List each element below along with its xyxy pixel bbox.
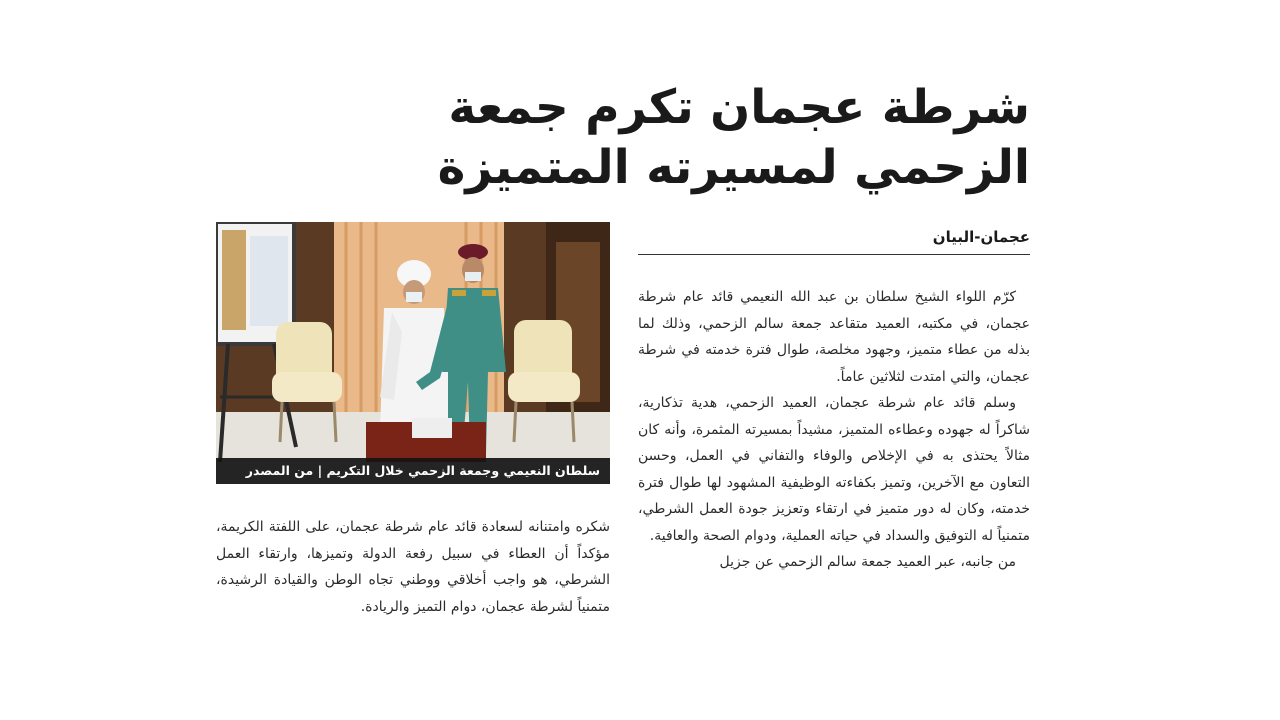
article-headline: شرطة عجمان تكرم جمعة الزحمي لمسيرته المتميزة — [437, 80, 1030, 195]
article-photo — [216, 222, 610, 484]
paragraph: كرّم اللواء الشيخ سلطان بن عبد الله النعيمي قائد عام شرطة عجمان، في مكتبه، العميد متقاعد جمعة سالم الزحمي، وذلك لما بذله من عطاء متميز، وجهود مخلصة، طوال فترة خدمته في شرطة عجمان، والتي امتدت لثلاثين عاماً. — [638, 289, 1030, 385]
article-column-left — [216, 514, 610, 620]
article-column-right — [638, 284, 1030, 576]
article-byline: عجمان-البيان — [638, 228, 1030, 255]
paragraph: من جانبه، عبر العميد جمعة سالم الزحمي عن جزيل — [719, 554, 1016, 570]
paragraph: وسلم قائد عام شرطة عجمان، العميد الزحمي، هدية تذكارية، شاكراً له جهوده وعطاءه المتميز، مشيداً بمسيرته المثمرة، وأنه كان مثالاً يحتذى به في الإخلاص والوفاء والتفاني في العمل، وحسن التعاون مع الآخرين، وتميز بكفاءته الوظيفية المشهود لها طوال فترة خدمته، وكان له دور متميز في ارتقاء وتعزيز جودة العمل الشرطي، متمنياً له التوفيق والسداد في حياته العملية، ودوام الصحة والعافية. — [638, 395, 1030, 544]
photo-caption: سلطان النعيمي وجمعة الزحمي خلال التكريم | من المصدر — [216, 458, 610, 484]
paragraph: شكره وامتنانه لسعادة قائد عام شرطة عجمان، على اللفتة الكريمة، مؤكداً أن العطاء في سبيل رفعة الدولة وتميزها، وارتقاء العمل الشرطي، هو واجب أخلاقي ووطني تجاه الوطن والقيادة الرشيدة، متمنياً لشرطة عجمان، دوام التميز والريادة. — [216, 519, 610, 615]
